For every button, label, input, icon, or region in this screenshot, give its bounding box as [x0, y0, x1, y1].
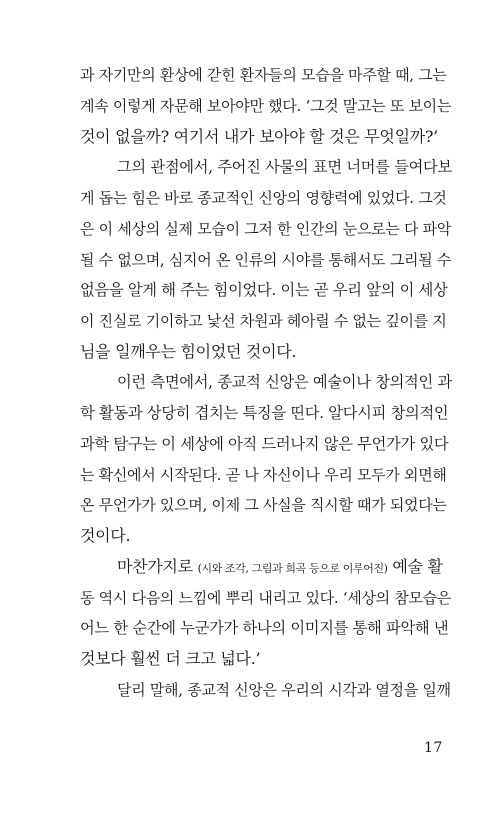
page-number: 17 [424, 740, 443, 756]
body-text-line: 과학 탐구는 이 세상에 아직 드러나지 않은 무언가가 있다 [80, 435, 449, 453]
parenthetical-note: (시와 조각, 그림과 희곡 등으로 이루어진) [197, 562, 388, 575]
body-text-line: 될 수 없으며, 심지어 온 인류의 시야를 통해서도 그리될 수 [80, 251, 452, 269]
body-text-line: 것이다. [80, 526, 131, 545]
text-segment: 마찬가지로 [117, 557, 198, 576]
paragraph-start-line [117, 557, 452, 579]
body-text-line: 는 확신에서 시작된다. 곧 나 자신이나 우리 모두가 외면해 [80, 466, 447, 484]
body-text-line: 것이 없을까? 여기서 내가 보아야 할 것은 무엇일까?’ [80, 127, 438, 146]
body-text-line: 은 이 세상의 실제 모습이 그저 한 인간의 눈으로는 다 파악 [80, 220, 452, 238]
paragraph-start-line: 이런 측면에서, 종교적 신앙은 예술이나 창의적인 과 [117, 373, 452, 391]
body-text-line: 과 자기만의 환상에 갇힌 환자들의 모습을 마주할 때, 그는 [80, 66, 447, 84]
body-text-line: 계속 이렇게 자문해 보아야만 했다. ‘그것 말고는 또 보이는 [80, 97, 452, 115]
paragraph-start-line: 달리 말해, 종교적 신앙은 우리의 시각과 열정을 일깨 [117, 681, 451, 699]
body-text-line: 것보다 훨씬 더 크고 넓다.’ [80, 649, 261, 668]
body-text-line: 온 무언가가 있으며, 이제 그 사실을 직시할 때가 되었다는 [80, 496, 447, 514]
body-text-line: 님을 일깨우는 힘이었던 것이다. [80, 342, 297, 361]
body-text-line: 게 돕는 힘은 바로 종교적인 신앙의 영향력에 있었다. 그것 [80, 189, 447, 207]
body-text-line: 동 역시 다음의 느낌에 뿌리 내리고 있다. ‘세상의 참모습은 [80, 589, 452, 607]
paragraph-start-line: 그의 관점에서, 주어진 사물의 표면 너머를 들여다보 [117, 158, 452, 176]
body-text-line: 어느 한 순간에 누군가가 하나의 이미지를 통해 파악해 낸 [80, 619, 449, 637]
body-text-line: 이 진실로 기이하고 낯선 차원과 헤아릴 수 없는 깊이를 지 [80, 312, 447, 330]
body-text-line: 학 활동과 상당히 겹치는 특징을 띤다. 알다시피 창의적인 [80, 404, 449, 422]
text-segment: 예술 활 [387, 557, 443, 576]
body-text-line: 없음을 알게 해 주는 힘이었다. 이는 곧 우리 앞의 이 세상 [80, 281, 448, 299]
